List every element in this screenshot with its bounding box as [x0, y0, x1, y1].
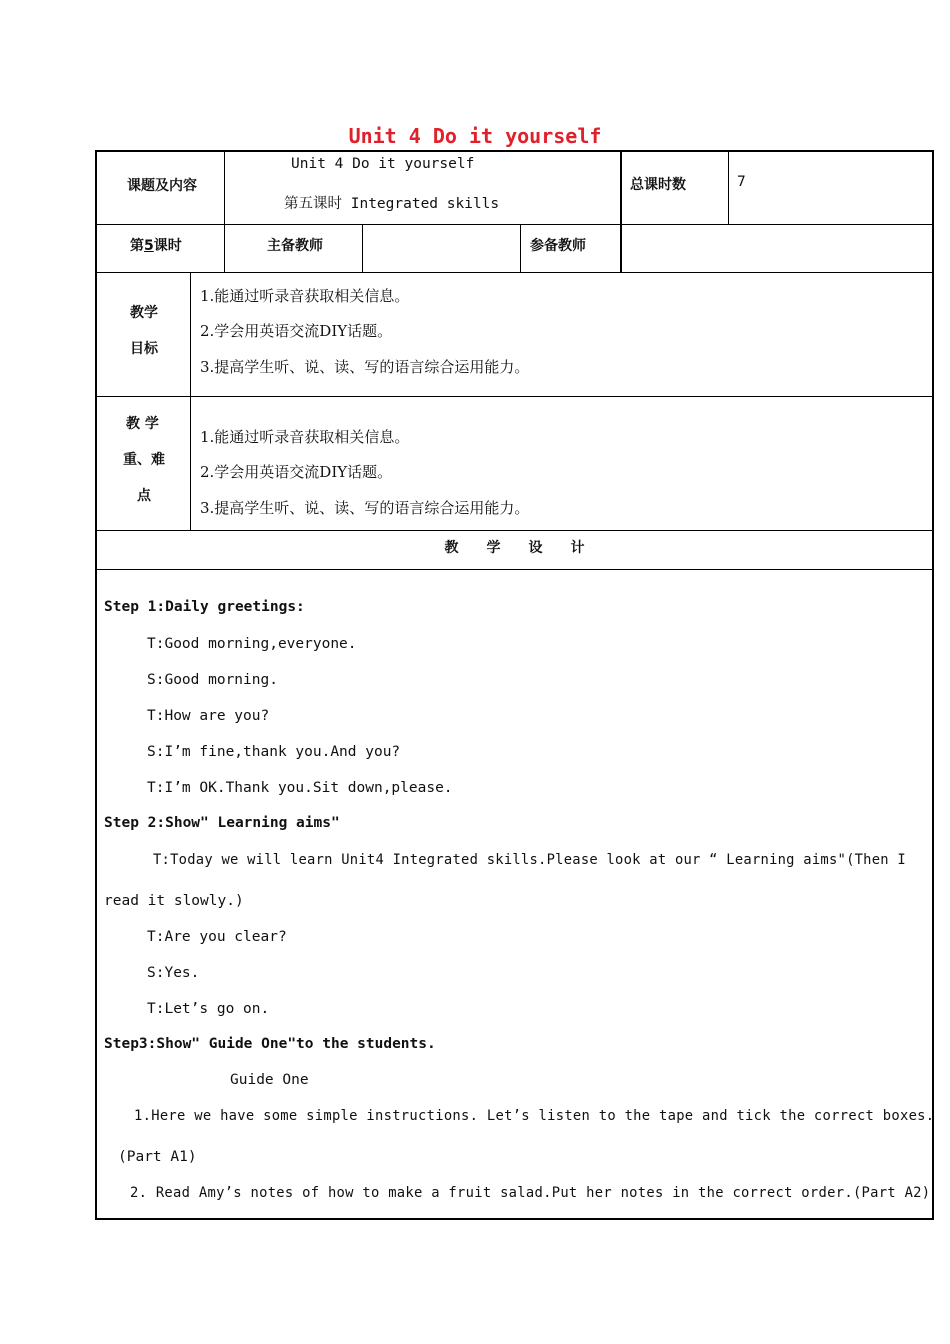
step-2-heading: Step 2:Show" Learning aims" [104, 815, 340, 831]
lesson-number: 5 [144, 238, 154, 254]
dialogue-line: T:Let’s go on. [147, 1001, 270, 1017]
document-title: Unit 4 Do it yourself [348, 124, 602, 148]
keypoint-item: 1.能通过听录音获取相关信息。 [200, 428, 410, 446]
dialogue-line: T:Good morning,everyone. [147, 636, 357, 652]
dialogue-line: T:Today we will learn Unit4 Integrated skills.Please look at our “ Learning aims"(Then I [153, 852, 906, 868]
dialogue-line: S:Yes. [147, 965, 200, 981]
design-heading: 教 学 设 计 [444, 540, 585, 556]
topic-line1: Unit 4 Do it yourself [291, 156, 475, 172]
keypoints-label-1: 教 学 [126, 416, 159, 432]
guide-item-continued: (Part A1) [118, 1149, 197, 1165]
keypoint-item: 3.提高学生听、说、读、写的语言综合运用能力。 [200, 499, 530, 517]
dialogue-line-continued: read it slowly.) [104, 893, 244, 909]
goals-label-2: 目标 [130, 341, 158, 357]
step-1-heading: Step 1:Daily greetings: [104, 599, 305, 615]
guide-title: Guide One [230, 1072, 309, 1088]
dialogue-line: S:I’m fine,thank you.And you? [147, 744, 401, 760]
goal-item: 2.学会用英语交流DIY话题。 [200, 322, 393, 340]
dialogue-line: S:Good morning. [147, 672, 278, 688]
guide-item: 2. Read Amy’s notes of how to make a fruit salad.Put her notes in the correct order.(Part A2) [130, 1185, 931, 1201]
keypoints-label-2: 重、难 [123, 452, 165, 468]
lesson-number-label: 第5课时 [130, 238, 182, 254]
keypoints-label-3: 点 [137, 488, 151, 504]
total-hours-value: 7 [737, 174, 746, 190]
assist-teacher-label: 参备教师 [530, 238, 586, 254]
goal-item: 3.提高学生听、说、读、写的语言综合运用能力。 [200, 358, 530, 376]
dialogue-line: T:Are you clear? [147, 929, 287, 945]
dialogue-line: T:I’m OK.Thank you.Sit down,please. [147, 780, 453, 796]
dialogue-line: T:How are you? [147, 708, 270, 724]
total-hours-label: 总课时数 [630, 177, 686, 193]
main-teacher-label: 主备教师 [267, 238, 323, 254]
goals-label-1: 教学 [130, 305, 158, 321]
topic-label: 课题及内容 [127, 178, 197, 194]
keypoint-item: 2.学会用英语交流DIY话题。 [200, 463, 393, 481]
goal-item: 1.能通过听录音获取相关信息。 [200, 287, 410, 305]
topic-line2: 第五课时 Integrated skills [284, 196, 500, 212]
step-3-heading: Step3:Show" Guide One"to the students. [104, 1036, 436, 1052]
guide-item: 1.Here we have some simple instructions. Let’s listen to the tape and tick the correct boxes. [134, 1108, 935, 1124]
